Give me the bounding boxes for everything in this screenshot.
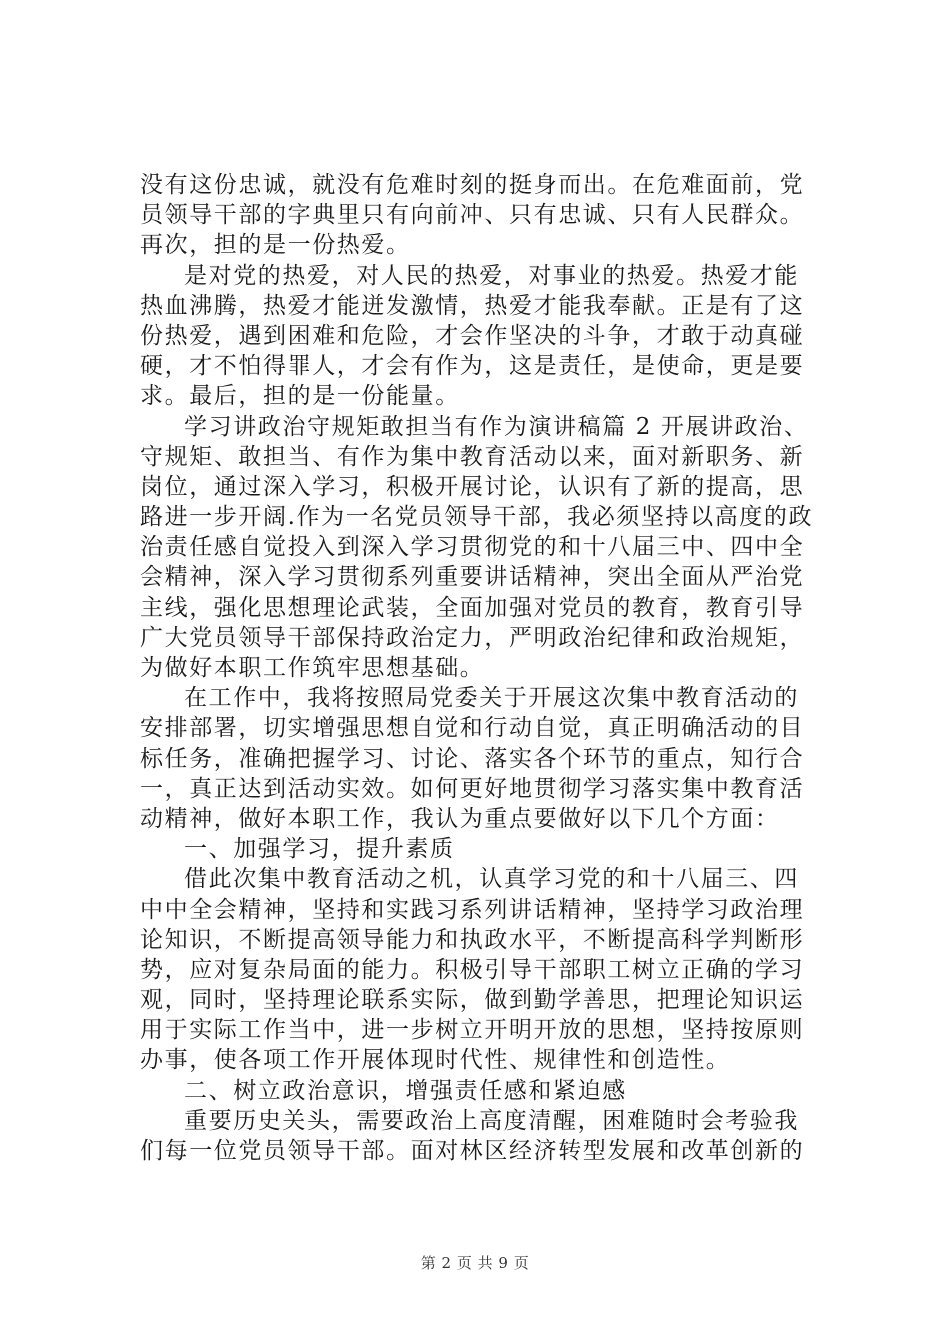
text-line: 观，同时，坚持理论联系实际，做到勤学善思，把理论知识运 xyxy=(140,987,805,1014)
text-line: 是对党的热爱，对人民的热爱，对事业的热爱。热爱才能 xyxy=(184,262,799,289)
text-line: 主线，强化思想理论武装，全面加强对党员的教育，教育引导 xyxy=(140,594,805,621)
text-line: 员领导干部的字典里只有向前冲、只有忠诚、只有人民群众。 xyxy=(140,202,805,229)
text-line: 一、加强学习，提升素质 xyxy=(184,836,455,863)
text-line: 为做好本职工作筑牢思想基础。 xyxy=(140,655,485,681)
text-line: 用于实际工作当中，进一步树立开明开放的思想，坚持按原则 xyxy=(140,1017,805,1044)
document-body xyxy=(140,170,825,1166)
text-line: 路进一步开阔.作为一名党员领导干部，我必须坚持以高度的政 xyxy=(140,504,814,531)
text-line: 再次，担的是一份热爱。 xyxy=(140,232,411,259)
text-line: 求。最后，担的是一份能量。 xyxy=(140,383,460,410)
text-line: 动精神，做好本职工作，我认为重点要做好以下几个方面： xyxy=(140,805,780,832)
text-line: 一，真正达到活动实效。如何更好地贯彻学习落实集中教育活 xyxy=(140,775,805,802)
text-line: 中中全会精神，坚持和实践习系列讲话精神，坚持学习政治理 xyxy=(140,896,805,923)
text-line: 们每一位党员领导干部。面对林区经济转型发展和改革创新的 xyxy=(140,1138,805,1164)
text-line: 广大党员领导干部保持政治定力，严明政治纪律和政治规矩， xyxy=(140,624,805,651)
text-line: 势，应对复杂局面的能力。积极引导干部职工树立正确的学习 xyxy=(140,956,805,983)
text-line: 安排部署，切实增强思想自觉和行动自觉，真正明确活动的目 xyxy=(140,715,805,742)
text-line: 论知识，不断提高领导能力和执政水平，不断提高科学判断形 xyxy=(140,926,805,953)
text-line: 没有这份忠诚，就没有危难时刻的挺身而出。在危难面前，党 xyxy=(140,172,805,198)
text-line: 会精神，深入学习贯彻系列重要讲话精神，突出全面从严治党 xyxy=(140,564,805,591)
text-line: 热血沸腾，热爱才能迸发激情，热爱才能我奉献。正是有了这 xyxy=(140,292,805,319)
text-line: 重要历史关头，需要政治上高度清醒，困难随时会考验我 xyxy=(184,1107,799,1134)
text-line: 份热爱，遇到困难和危险，才会作坚决的斗争，才敢于动真碰 xyxy=(140,322,805,349)
text-line: 在工作中，我将按照局党委关于开展这次集中教育活动的 xyxy=(184,685,799,712)
text-line: 治责任感自觉投入到深入学习贯彻党的和十八届三中、四中全 xyxy=(140,534,805,561)
page-number-footer: 第 2 页 共 9 页 xyxy=(420,1254,530,1272)
text-line: 学习讲政治守规矩敢担当有作为演讲稿篇 2 开展讲政治、 xyxy=(184,413,809,440)
text-line: 办事，使各项工作开展体现时代性、规律性和创造性。 xyxy=(140,1047,731,1074)
text-line: 标任务，准确把握学习、讨论、落实各个环节的重点，知行合 xyxy=(140,745,805,772)
text-line: 借此次集中教育活动之机，认真学习党的和十八届三、四 xyxy=(184,866,799,893)
text-line: 硬，才不怕得罪人，才会有作为，这是责任，是使命，更是要 xyxy=(140,353,805,380)
text-line: 二、树立政治意识，增强责任感和紧迫感 xyxy=(184,1077,627,1104)
text-line: 守规矩、敢担当、有作为集中教育活动以来，面对新职务、新 xyxy=(140,443,805,470)
text-line: 岗位，通过深入学习，积极开展讨论，认识有了新的提高，思 xyxy=(140,473,805,500)
